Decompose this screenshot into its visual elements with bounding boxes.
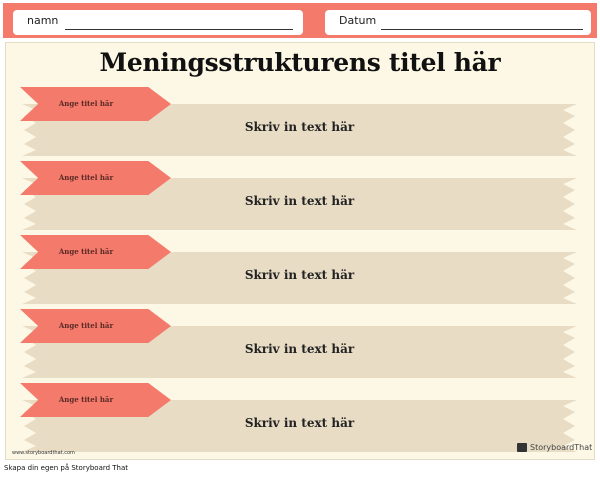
row-tag-label: Ange titel här — [58, 247, 114, 256]
date-line — [381, 29, 583, 30]
date-label: Datum — [339, 14, 377, 27]
row-tag-label: Ange titel här — [58, 321, 114, 330]
bottom-caption: Skapa din egen på Storyboard That — [4, 464, 129, 472]
sentence-row — [0, 235, 600, 305]
worksheet-title: Meningsstrukturens titel här — [99, 48, 501, 77]
name-label: namn — [27, 14, 59, 27]
row-text: Skriv in text här — [244, 342, 355, 356]
website-url: www.storyboardthat.com — [12, 450, 75, 456]
logo-icon — [517, 443, 527, 452]
row-tag-label: Ange titel här — [58, 99, 114, 108]
row-text: Skriv in text här — [244, 120, 355, 134]
header-bar — [3, 3, 597, 38]
sentence-row — [0, 87, 600, 157]
storyboardthat-logo — [517, 443, 592, 452]
sentence-row — [0, 161, 600, 231]
sentence-row — [0, 309, 600, 379]
date-field[interactable] — [325, 10, 591, 35]
row-text: Skriv in text här — [244, 194, 355, 208]
name-field[interactable] — [13, 10, 303, 35]
row-text: Skriv in text här — [244, 268, 355, 282]
row-tag-label: Ange titel här — [58, 173, 114, 182]
name-line — [65, 29, 293, 30]
row-text: Skriv in text här — [244, 416, 355, 430]
row-tag-label: Ange titel här — [58, 395, 114, 404]
sentence-row — [0, 383, 600, 453]
logo-text: StoryboardThat — [530, 443, 593, 452]
